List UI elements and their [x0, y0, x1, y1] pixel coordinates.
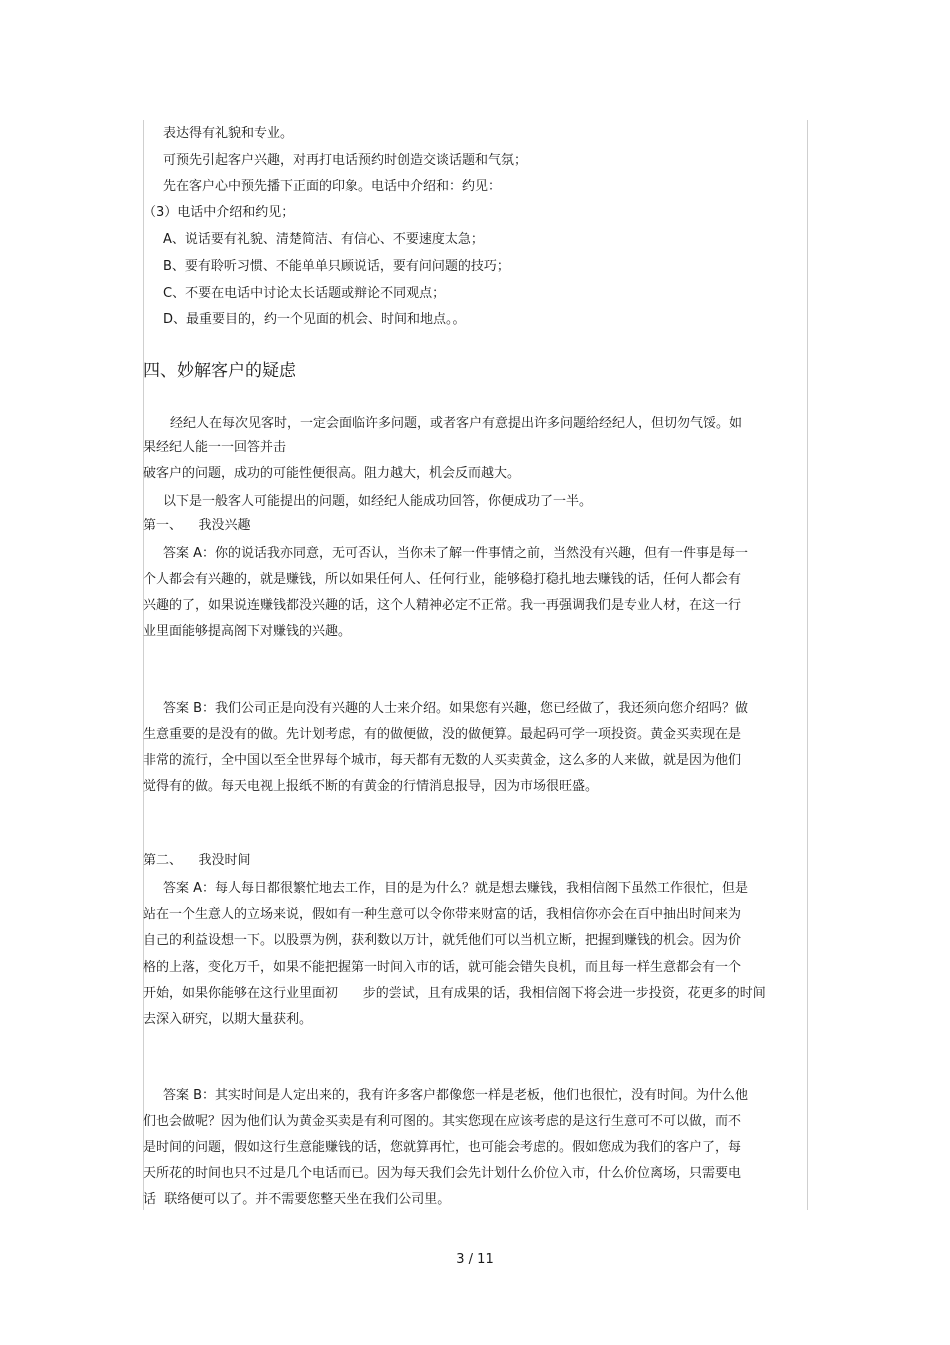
- answer-line: 答案 A：你的说话我亦同意，无可否认，当你未了解一件事情之前，当然没有兴趣，但有一件事是每一: [163, 546, 749, 561]
- list-item-b: B、要有聆听习惯、不能单单只顾说话，要有问问题的技巧；: [163, 259, 510, 274]
- answer-line: 格的上落，变化万千，如果不能把握第一时间入市的话，就可能会错失良机，而且每一样生意都会有一个: [143, 960, 742, 975]
- right-margin-line: [807, 120, 808, 1210]
- answer-line: 是时间的问题，假如这行生意能赚钱的话，您就算再忙，也可能会考虑的。假如您成为我们的客户了，每: [143, 1140, 742, 1155]
- text-line: 表达得有礼貌和专业。: [163, 126, 294, 141]
- answer-line: 业里面能够提高阁下对赚钱的兴趣。: [143, 624, 352, 639]
- answer-line: 个人都会有兴趣的，就是赚钱，所以如果任何人、任何行业，能够稳打稳扎地去赚钱的话，任何人都会有: [143, 572, 742, 587]
- answer-line: 答案 A：每人每日都很繁忙地去工作，目的是为什么？就是想去赚钱，我相信阁下虽然工作很忙，但是: [163, 881, 749, 896]
- answer-line: 天所花的时间也只不过是几个电话而已。因为每天我们会先计划什么价位入市，什么价位离场，只需要电: [143, 1166, 742, 1181]
- answer-line: 答案 B：其实时间是人定出来的，我有许多客户都像您一样是老板，他们也很忙，没有时间。为什么他: [163, 1088, 749, 1103]
- answer-line: 话 联络便可以了。并不需要您整天坐在我们公司里。: [143, 1192, 451, 1207]
- text-line: 可预先引起客户兴趣，对再打电话预约时创造交谈话题和气氛；: [163, 153, 528, 168]
- answer-line: 觉得有的做。每天电视上报纸不断的有黄金的行情消息报导，因为市场很旺盛。: [143, 779, 599, 794]
- answer-line: 开始，如果你能够在这行业里面初 步的尝试，且有成果的话，我相信阁下将会进一步投资，花更多的时间: [143, 986, 766, 1001]
- left-margin-line: [143, 120, 144, 1210]
- list-item-a: A、说话要有礼貌、清楚简洁、有信心、不要速度太急；: [163, 232, 484, 247]
- answer-line: 自己的利益设想一下。以股票为例，获利数以万计，就凭他们可以当机立断，把握到赚钱的机会。因为价: [143, 933, 742, 948]
- answer-line: 答案 B：我们公司正是向没有兴趣的人士来介绍。如果您有兴趣，您已经做了，我还须向您介绍吗？做: [163, 701, 749, 716]
- answer-line: 们也会做呢？因为他们认为黄金买卖是有利可图的。其实您现在应该考虑的是这行生意可不可以做，而不: [143, 1114, 742, 1129]
- section-heading: 四、妙解客户的疑虑: [143, 361, 296, 381]
- answer-line: 生意重要的是没有的做。先计划考虑，有的做便做，没的做便算。最起码可学一项投资。黄金买卖现在是: [143, 727, 742, 742]
- list-item-c: C、不要在电话中讨论太长话题或辩论不同观点；: [163, 286, 446, 301]
- answer-line: 去深入研究，以期大量获利。: [143, 1012, 313, 1027]
- answer-line: 站在一个生意人的立场来说，假如有一种生意可以令你带来财富的话，我相信你亦会在百中抽出时间来为: [143, 907, 742, 922]
- text-line: 破客户的问题，成功的可能性便很高。阻力越大，机会反而越大。: [143, 466, 521, 481]
- question-title: 第二、 我没时间: [143, 853, 251, 868]
- text-line: 先在客户心中预先播下正面的印象。电话中介绍和：约见：: [163, 179, 502, 194]
- question-title: 第一、 我没兴趣: [143, 518, 251, 533]
- answer-line: 非常的流行，全中国以至全世界每个城市，每天都有无数的人买卖黄金，这么多的人来做，就是因为他们: [143, 753, 742, 768]
- text-line: 果经纪人能一一回答并击: [143, 440, 287, 455]
- page-number: 3 / 11: [456, 1252, 494, 1267]
- answer-line: 兴趣的了，如果说连赚钱都没兴趣的话，这个人精神必定不正常。我一再强调我们是专业人材，在这一行: [143, 598, 742, 613]
- list-item-d: D、最重要目的，约一个见面的机会、时间和地点。。: [163, 312, 466, 327]
- text-line: 经纪人在每次见客时，一定会面临许多问题，或者客户有意提出许多问题给经纪人，但切勿气馁。如: [170, 416, 743, 431]
- text-line: 以下是一般客人可能提出的问题，如经纪人能成功回答，你便成功了一半。: [163, 494, 593, 509]
- text-line: （3）电话中介绍和约见；: [143, 205, 295, 220]
